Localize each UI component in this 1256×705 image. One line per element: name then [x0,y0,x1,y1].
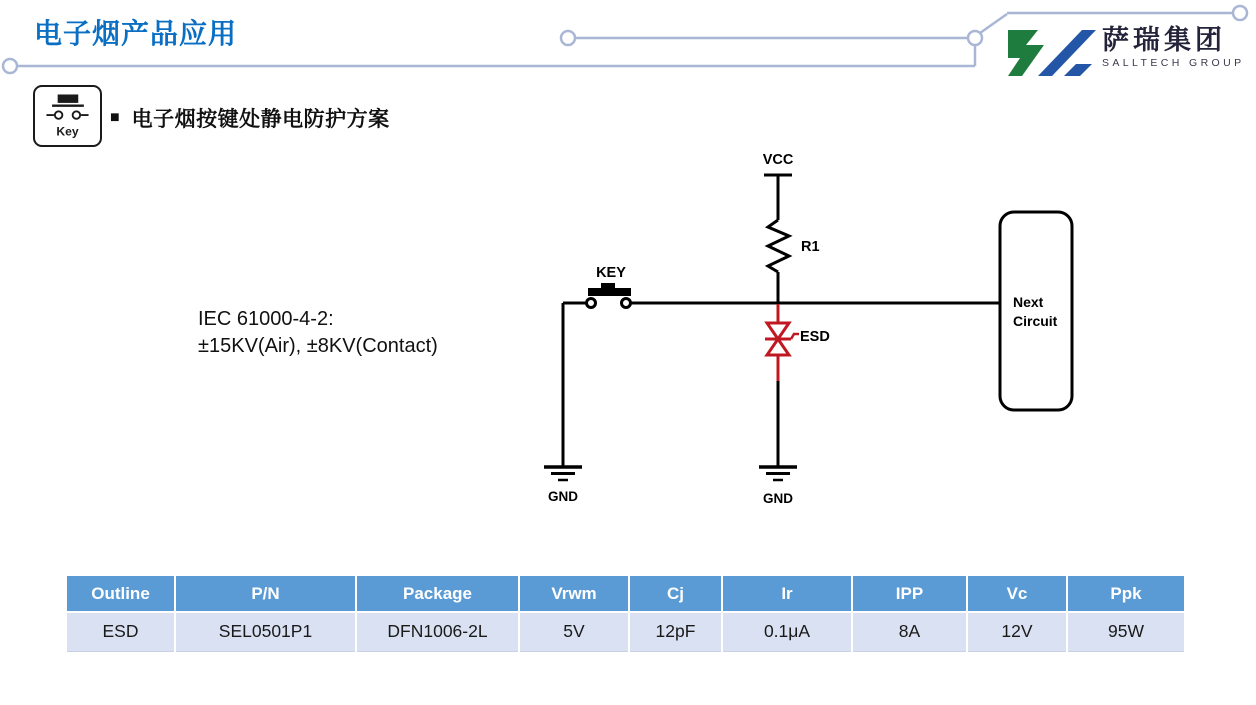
table-header-cell: Outline [67,576,175,612]
table-cell: 5V [519,612,629,651]
resistor-symbol [768,220,789,272]
heading-bullet: ■ [110,109,120,126]
ground-symbol-left [544,467,582,480]
table-header-cell: Vrwm [519,576,629,612]
iec-note-line2: ±15KV(Air), ±8KV(Contact) [198,335,438,357]
esd-label: ESD [800,329,830,345]
table-cell: 0.1μA [722,612,852,651]
table-header-cell: Cj [629,576,722,612]
table-cell: 12pF [629,612,722,651]
gnd-mid-label: GND [763,491,793,506]
vcc-label: VCC [762,152,794,168]
table-cell: DFN1006-2L [356,612,519,651]
table-cell: ESD [67,612,175,651]
gnd-left-label: GND [548,489,578,504]
resistor-label: R1 [801,239,820,255]
next-circuit-label-line1: Next [1013,294,1044,310]
table-cell: 8A [852,612,967,651]
key-switch-label: KEY [596,265,626,281]
push-button-switch-symbol [587,283,632,308]
esd-tvs-diode-symbol [765,304,799,381]
next-circuit-label-line2: Circuit [1013,313,1058,329]
iec-note-line1: IEC 61000-4-2: [198,308,334,330]
table-header-cell: Vc [967,576,1067,612]
key-icon-label: Key [56,124,79,139]
table-header-cell: Ir [722,576,852,612]
table-row [67,612,1184,651]
page-title: 电子烟产品应用 [34,18,238,49]
table-header-cell: Package [356,576,519,612]
ground-symbol-middle [759,467,797,480]
table-header-cell: Ppk [1067,576,1184,612]
table-header-cell: IPP [852,576,967,612]
table-cell: 12V [967,612,1067,651]
logo-name-cn: 萨瑞集团 [1102,25,1226,55]
next-circuit-box [1000,212,1072,410]
table-cell: SEL0501P1 [175,612,356,651]
section-heading-text: 电子烟按键处静电防护方案 [131,108,390,131]
table-cell: 95W [1067,612,1184,651]
table-header-cell: P/N [175,576,356,612]
logo-name-en: SALLTECH GROUP [1102,57,1245,69]
esd-spec-table [67,576,1184,652]
table-header-row [67,576,1184,612]
